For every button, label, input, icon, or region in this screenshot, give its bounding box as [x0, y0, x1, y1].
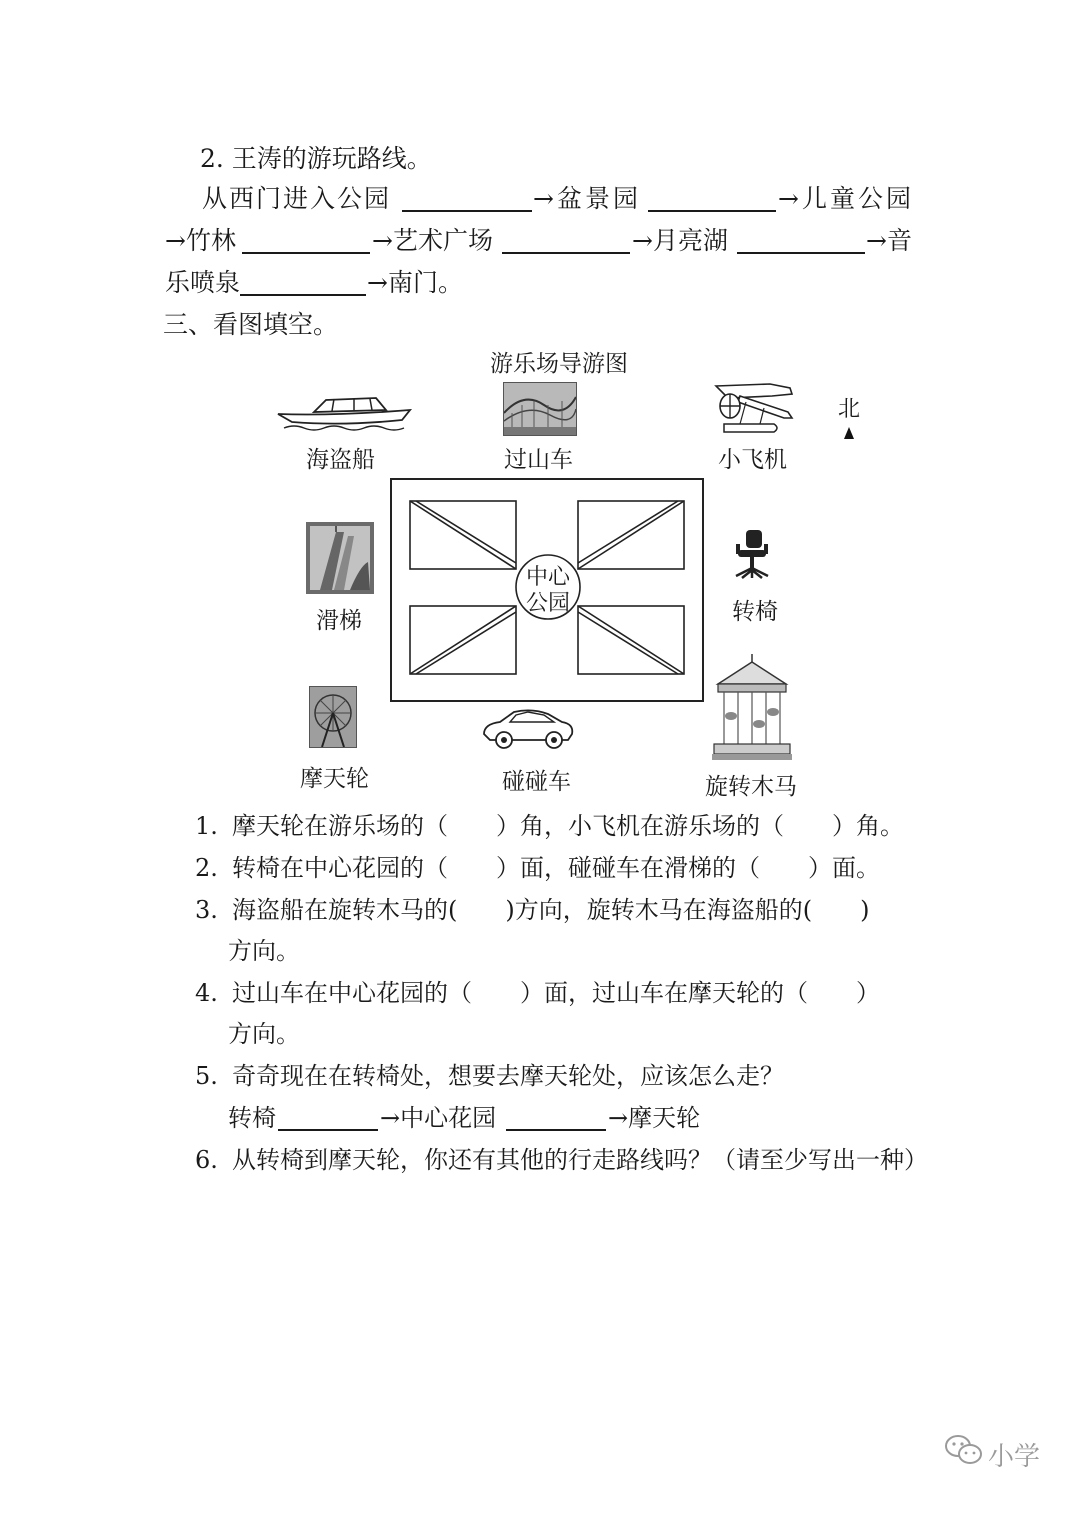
roller-coaster-label: 过山车 — [504, 447, 573, 473]
center-label-1: 中心 — [526, 565, 571, 590]
route-blank-6[interactable] — [240, 294, 366, 296]
question-6-num: 6. — [195, 1146, 218, 1174]
section3-heading: 三、看图填空。 — [163, 310, 339, 339]
roller-coaster-photo — [503, 382, 577, 436]
route-blank-5[interactable] — [737, 252, 865, 254]
small-plane-icon — [710, 378, 798, 438]
route-children-park: →儿童公园 — [778, 184, 914, 213]
question-5-route-mid: →中心花园 — [380, 1104, 497, 1132]
central-park-map — [390, 478, 704, 702]
route-blank-4[interactable] — [502, 252, 630, 254]
center-label-2: 公园 — [526, 591, 571, 616]
route-bamboo: →竹林 — [165, 226, 236, 255]
route-blank-2[interactable] — [648, 210, 776, 212]
map-title: 游乐场导游图 — [490, 351, 628, 377]
question-2-num: 2. — [195, 854, 218, 882]
question-5-blank-2[interactable] — [506, 1129, 606, 1131]
question-4-num: 4. — [195, 979, 218, 1007]
question-5-num: 5. — [195, 1062, 218, 1090]
swivel-chair-label: 转椅 — [732, 599, 778, 625]
bumper-car-label: 碰碰车 — [502, 769, 571, 795]
wechat-logo-icon — [944, 1434, 984, 1466]
pirate-ship-label: 海盗船 — [306, 447, 375, 473]
route-music-1: →音 — [866, 226, 912, 255]
carousel-label: 旋转木马 — [705, 774, 797, 800]
watermark-text: 小学 — [988, 1442, 1041, 1472]
question-3-text: 海盗船在旋转木马的( )方向，旋转木马在海盗船的( ) — [232, 896, 870, 924]
section2-title: 2. 王涛的游玩路线。 — [200, 144, 432, 173]
swivel-chair-icon — [732, 528, 772, 580]
question-1-text: 摩天轮在游乐场的（ ）角，小飞机在游乐场的（ ）角。 — [232, 812, 904, 840]
north-arrow-icon — [842, 426, 856, 440]
route-bonsai: →盆景园 — [533, 184, 641, 213]
question-5-blank-1[interactable] — [278, 1129, 378, 1131]
pirate-ship-icon — [274, 388, 414, 434]
route-moon-lake: →月亮湖 — [632, 226, 728, 255]
route-music-2: 乐喷泉 — [165, 268, 241, 297]
route-blank-1[interactable] — [402, 210, 532, 212]
question-4-text: 过山车在中心花园的（ ）面，过山车在摩天轮的（ ） — [232, 979, 880, 1007]
route-start: 从西门进入公园 — [202, 184, 392, 213]
question-5-route-end: →摩天轮 — [608, 1104, 701, 1132]
question-5-text: 奇奇现在在转椅处，想要去摩天轮处，应该怎么走？ — [232, 1062, 784, 1090]
question-3-num: 3. — [195, 896, 218, 924]
route-south-gate: →南门。 — [367, 268, 463, 297]
question-5-route-start: 转椅 — [228, 1104, 276, 1132]
question-1-num: 1. — [195, 812, 218, 840]
bumper-car-icon — [480, 706, 576, 752]
ferris-wheel-label: 摩天轮 — [300, 766, 369, 792]
route-art-square: →艺术广场 — [372, 226, 493, 255]
question-6-text: 从转椅到摩天轮，你还有其他的行走路线吗？（请至少写出一种） — [232, 1146, 928, 1174]
ferris-wheel-photo — [309, 686, 357, 748]
question-3-cont: 方向。 — [228, 937, 300, 965]
slide-photo — [306, 522, 374, 594]
question-2-text: 转椅在中心花园的（ ）面，碰碰车在滑梯的（ ）面。 — [232, 854, 880, 882]
small-plane-label: 小飞机 — [718, 447, 787, 473]
north-label: 北 — [838, 397, 861, 422]
question-4-cont: 方向。 — [228, 1020, 300, 1048]
slide-label: 滑梯 — [316, 608, 362, 634]
carousel-icon — [712, 654, 792, 762]
route-blank-3[interactable] — [242, 252, 370, 254]
